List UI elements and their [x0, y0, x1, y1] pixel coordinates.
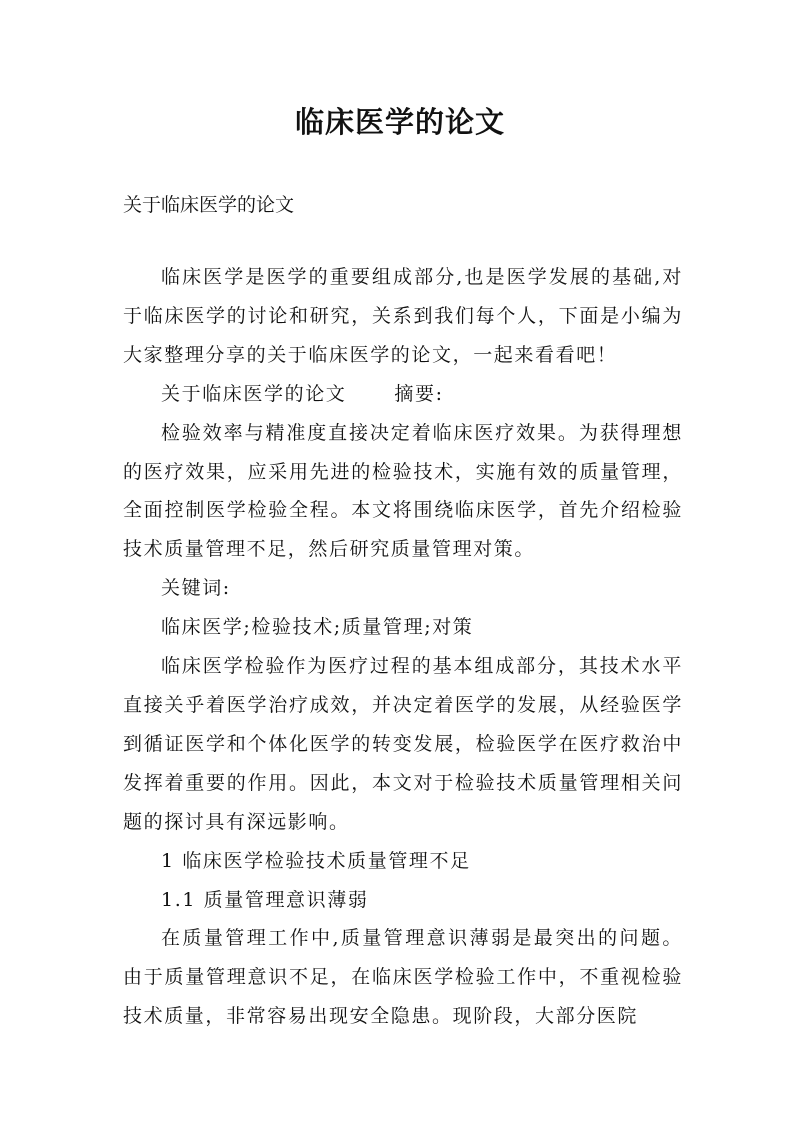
abstract-heading-line — [123, 375, 683, 414]
subsection-heading-1-1: 1.1 质量管理意识薄弱 — [161, 888, 369, 911]
document-title: 临床医学的论文 — [294, 105, 505, 139]
abstract-line-left: 关于临床医学的论文 — [161, 382, 347, 405]
document-body — [123, 258, 683, 1036]
document-subtitle: 关于临床医学的论文 — [123, 194, 295, 216]
keywords-list: 临床医学;检验技术;质量管理;对策 — [161, 616, 474, 639]
intro-paragraph: 临床医学是医学的重要组成部分,也是医学发展的基础,对于临床医学的讨论和研究，关系到我们每个人，下面是小编为大家整理分享的关于临床医学的论文，一起来看看吧！ — [123, 266, 683, 366]
keywords-label: 关键词: — [161, 577, 231, 600]
section-paragraph: 在质量管理工作中,质量管理意识薄弱是最突出的问题。由于质量管理意识不足，在临床医学检验工作中，不重视检验技术质量，非常容易出现安全隐患。现阶段，大部分医院 — [123, 927, 683, 1028]
abstract-line-right: 摘要: — [394, 382, 444, 405]
introduction-paragraph: 临床医学检验作为医疗过程的基本组成部分，其技术水平直接关乎着医学治疗成效，并决定着医学的发展，从经验医学到循证医学和个体化医学的转变发展，检验医学在医疗救治中发挥着重要的作用。因此，本文对于检验技术质量管理相关问题的探讨具有深远影响。 — [123, 655, 683, 833]
section-heading-1: 1 临床医学检验技术质量管理不足 — [161, 849, 471, 872]
abstract-paragraph: 检验效率与精准度直接决定着临床医疗效果。为获得理想的医疗效果，应采用先进的检验技术，实施有效的质量管理，全面控制医学检验全程。本文将围绕临床医学，首先介绍检验技术质量管理不足，然后研究质量管理对策。 — [123, 421, 683, 561]
